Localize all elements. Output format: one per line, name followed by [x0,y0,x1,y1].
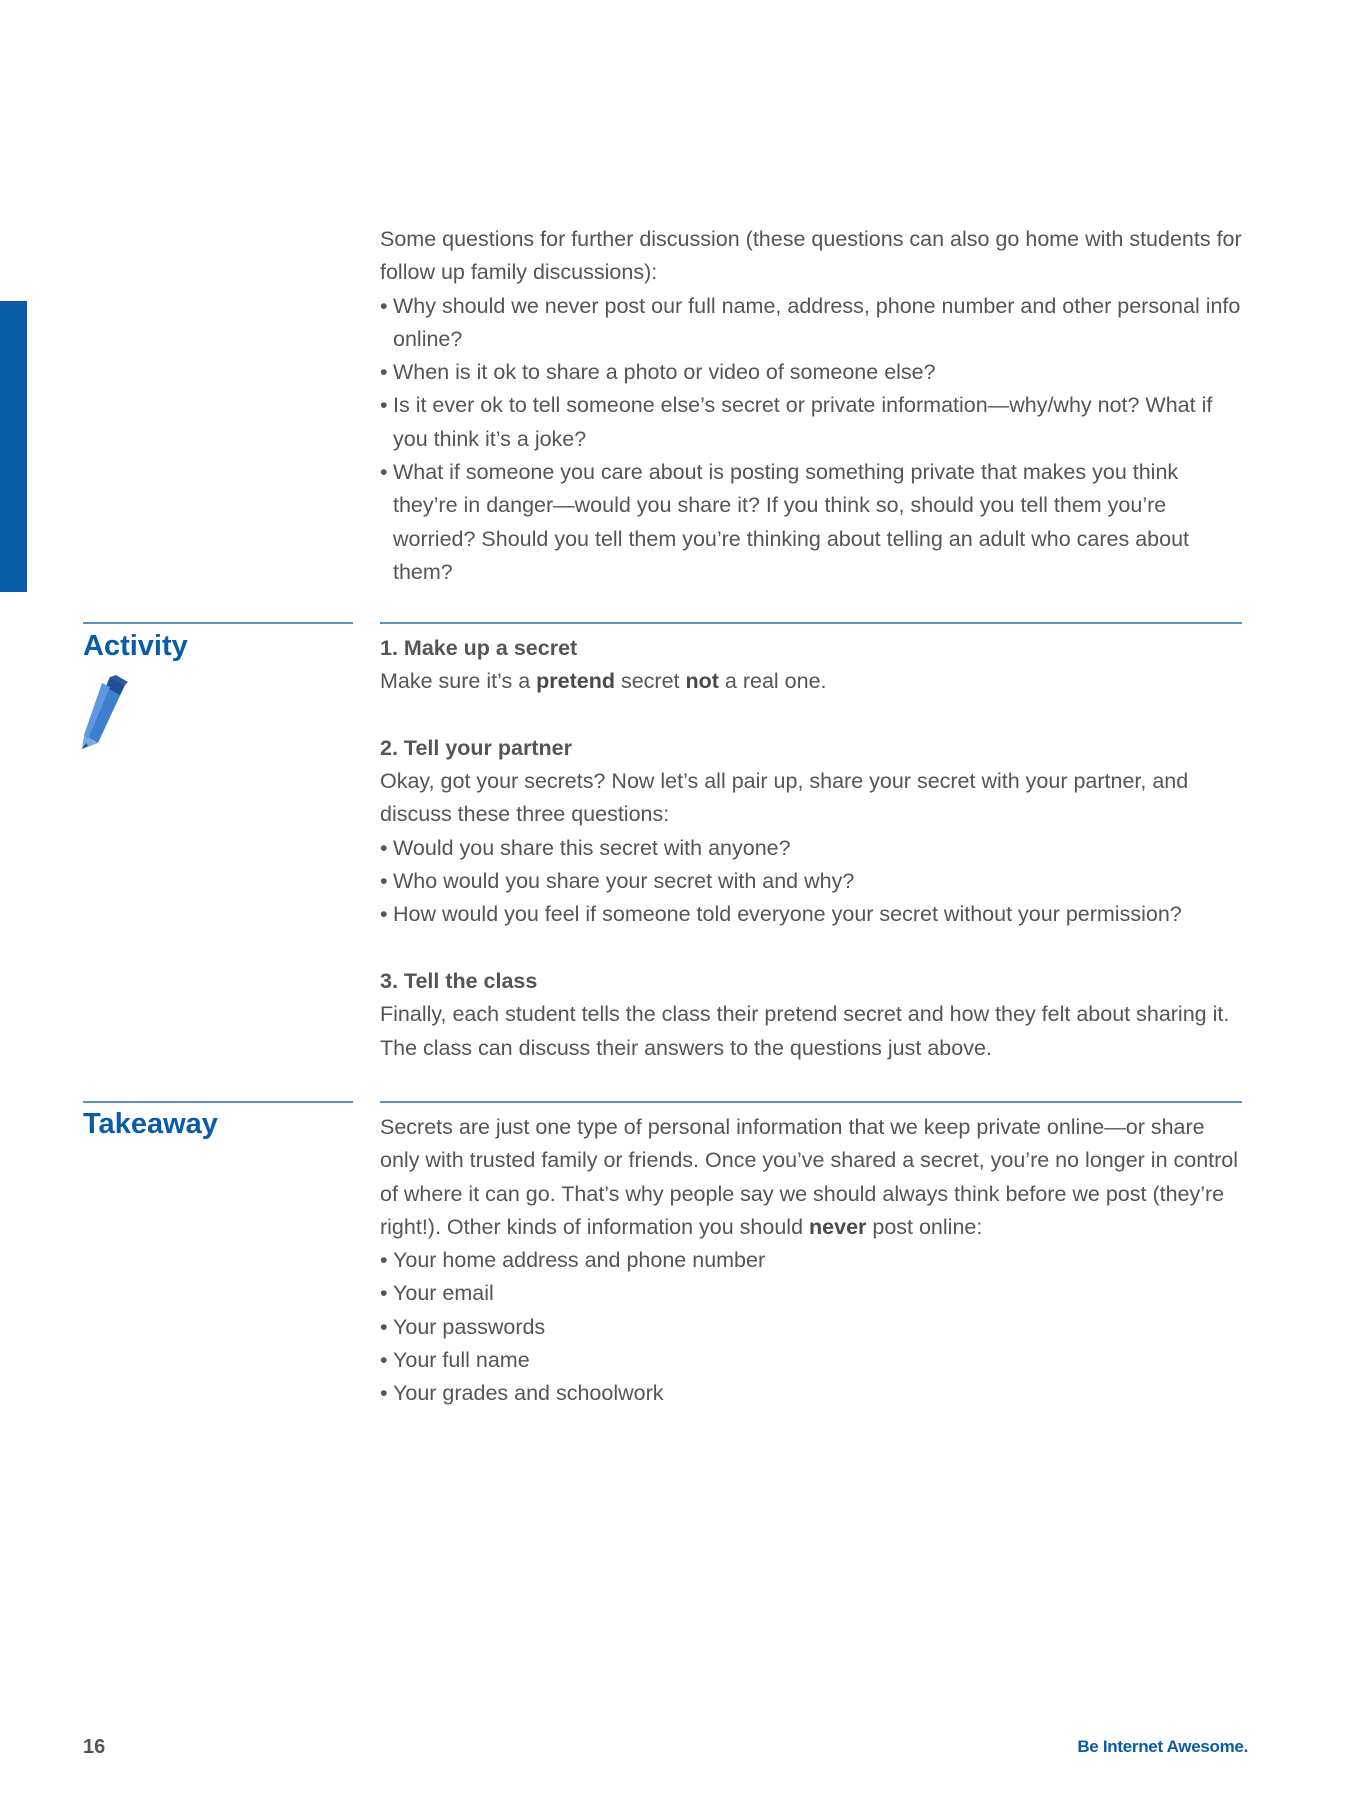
list-item: • Your grades and schoolwork [380,1377,1242,1410]
list-item: • What if someone you care about is posting something private that makes you think they’re in danger—would you share it? If you think so, should you tell them you’re worried? Should you tell them you’re thinking about telling an adult who cares about them? [380,456,1242,589]
discussion-lead: Some questions for further discussion (these questions can also go home with students for follow up family discussions): [380,227,1242,285]
activity-rule-right [380,622,1242,624]
takeaway-text: Secrets are just one type of personal information that we keep private online—or share only with trusted family or friends. Once you’ve shared a secret, you’re no longer in control of where it can go. That’s why people say we should always think before we post (they’re right!). Other kinds of information you should never post online: [380,1115,1239,1239]
list-item: • Who would you share your secret with and why? [380,865,1242,898]
list-item: • Why should we never post our full name, address, phone number and other personal info online? [380,290,1242,357]
takeaway-rule-right [380,1101,1242,1103]
takeaway-rule-left [83,1101,353,1103]
discussion-questions [380,290,1242,590]
step-2-title: 2. Tell your partner [380,735,572,760]
side-tab-marker [0,301,27,592]
list-item: • Would you share this secret with anyone? [380,832,1242,865]
step-2-text: Okay, got your secrets? Now let’s all pair up, share your secret with your partner, and discuss these three questions: [380,769,1189,827]
list-item: • Your passwords [380,1311,1242,1344]
step-3-title: 3. Tell the class [380,968,538,993]
list-item: • Your full name [380,1344,1242,1377]
list-item: • Your home address and phone number [380,1244,1242,1277]
takeaway-list [380,1244,1242,1410]
activity-content [380,632,1242,1065]
step-3-text: Finally, each student tells the class their pretend secret and how they felt about sharing it. The class can discuss their answers to the questions just above. [380,1002,1230,1060]
list-item: • Is it ever ok to tell someone else’s secret or private information—why/why not? What if you think it’s a joke? [380,389,1242,456]
activity-rule-left [83,622,353,624]
list-item: • How would you feel if someone told everyone your secret without your permission? [380,898,1242,931]
pencil-icon [80,673,130,749]
list-item: • When is it ok to share a photo or video of someone else? [380,356,1242,389]
takeaway-heading: Takeaway [83,1108,218,1140]
activity-heading: Activity [83,630,188,662]
takeaway-content [380,1111,1242,1411]
brand-logo: Be Internet Awesome. [1077,1737,1248,1756]
step-2-questions [380,832,1242,932]
step-1-text: Make sure it’s a pretend secret not a real one. [380,669,827,694]
page-number: 16 [83,1736,106,1758]
discussion-section [380,223,1242,589]
list-item: • Your email [380,1277,1242,1310]
step-1-title: 1. Make up a secret [380,636,578,660]
